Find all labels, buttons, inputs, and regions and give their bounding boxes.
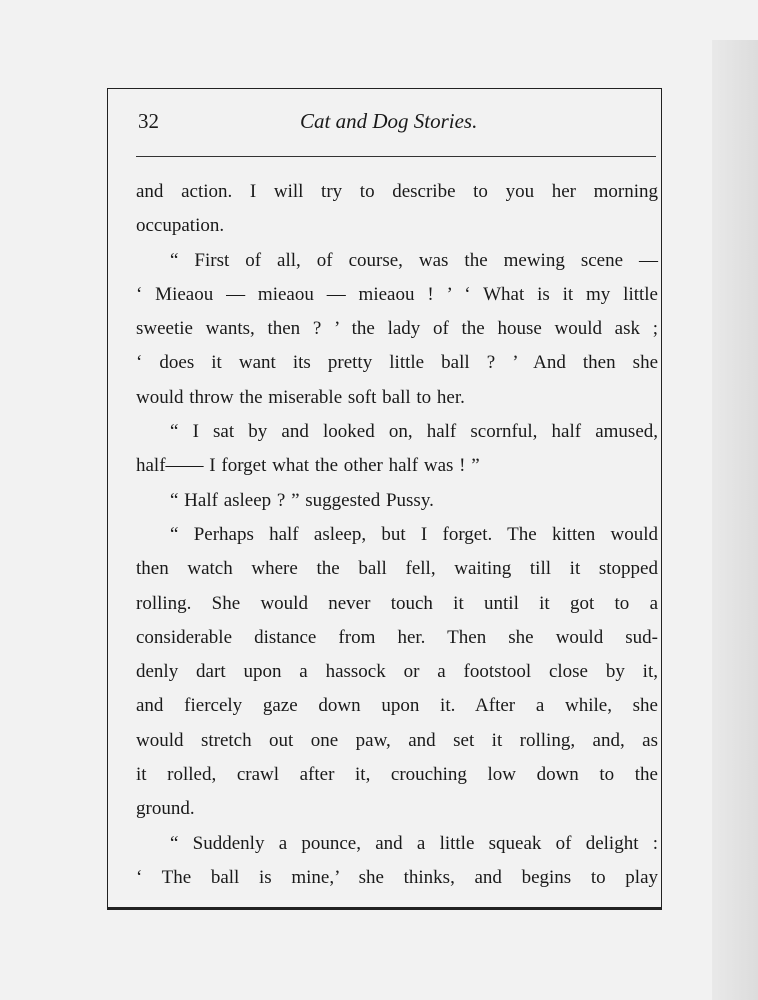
text-line: it rolled, crawl after it, crouching low down to the xyxy=(136,764,658,786)
text-line: ‘ Mieaou — mieaou — mieaou ! ’ ‘ What is it my little xyxy=(136,283,658,305)
text-line: ‘ does it want its pretty little ball ? ’ And then she xyxy=(136,352,658,374)
text-line: sweetie wants, then ? ’ the lady of the house would ask ; xyxy=(136,318,658,340)
page-header xyxy=(138,106,656,140)
text-line: “ Perhaps half asleep, but I forget. The kitten would xyxy=(170,523,658,545)
page-number: 32 xyxy=(138,109,159,133)
text-line: “ Half asleep ? ” suggested Pussy. xyxy=(170,489,434,511)
body-text xyxy=(136,175,658,895)
text-line: ‘ The ball is mine,’ she thinks, and begins to play xyxy=(136,866,658,888)
running-title: Cat and Dog Stories. xyxy=(300,109,478,133)
text-line: would stretch out one paw, and set it rolling, and, as xyxy=(136,729,658,751)
text-line: then watch where the ball fell, waiting till it stopped xyxy=(136,558,658,580)
text-line: “ Suddenly a pounce, and a little squeak of delight : xyxy=(170,832,658,854)
text-line: and fiercely gaze down upon it. After a while, she xyxy=(136,695,658,717)
text-line: would throw the miserable soft ball to her. xyxy=(136,386,465,408)
text-line: “ First of all, of course, was the mewing scene — xyxy=(170,249,658,271)
text-line: and action. I will try to describe to you her morning xyxy=(136,181,658,202)
page-edge-shadow xyxy=(712,40,758,1000)
text-line: occupation. xyxy=(136,215,225,237)
text-line: rolling. She would never touch it until it got to a xyxy=(136,592,658,614)
text-line: ground. xyxy=(136,798,195,820)
text-line: considerable distance from her. Then she would sud- xyxy=(136,626,658,648)
text-line: “ I sat by and looked on, half scornful, half amused, xyxy=(170,421,658,443)
text-line: half—— I forget what the other half was ! ” xyxy=(136,455,480,477)
text-line: denly dart upon a hassock or a footstool close by it, xyxy=(136,661,658,683)
header-rule xyxy=(136,156,656,157)
